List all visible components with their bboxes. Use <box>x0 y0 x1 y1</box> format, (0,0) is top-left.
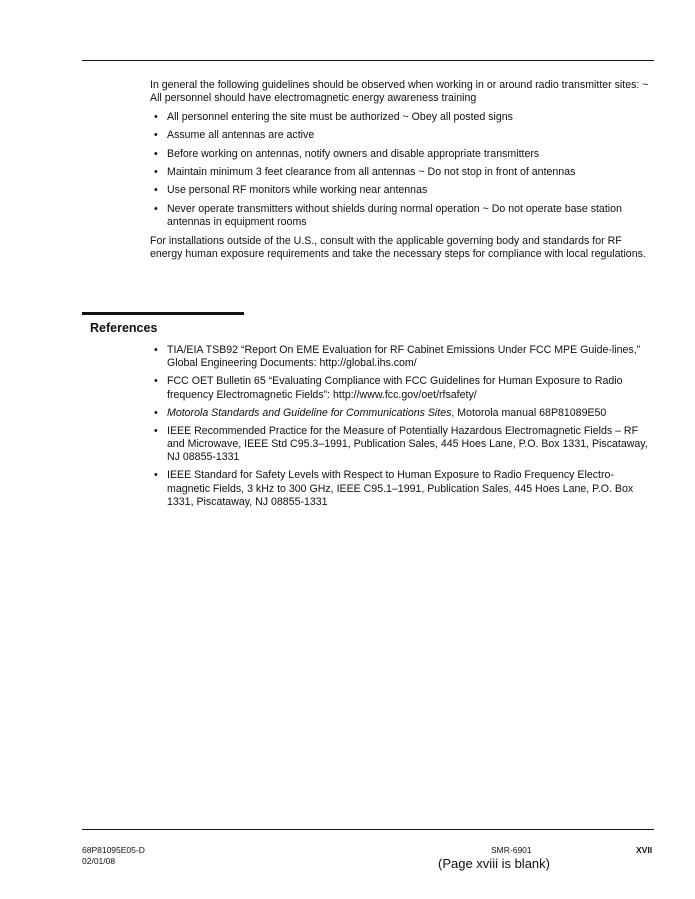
footer-left <box>82 845 145 867</box>
references-list-container <box>150 344 656 514</box>
bullet-icon: • <box>154 469 158 482</box>
footer-rule <box>82 829 654 830</box>
page-number: XVII <box>636 845 653 855</box>
bullet-icon: • <box>154 110 158 123</box>
intro-paragraph: In general the following guidelines should be observed when working in or around radio transmitter sites: ~ All personnel should have electromagnetic energy awareness training <box>150 79 649 105</box>
list-item: • Motorola Standards and Guideline for Communications Sites, Motorola manual 68P81089E50 <box>154 406 607 419</box>
references-heading: References <box>90 321 158 335</box>
bullet-icon: • <box>154 424 158 437</box>
bullet-icon: • <box>154 202 158 215</box>
bullet-icon: • <box>154 129 158 142</box>
product-name: SMR-6901 <box>491 845 532 855</box>
section-rule <box>82 312 244 315</box>
bullet-icon: • <box>154 184 158 197</box>
doc-number: 68P81095E05-D <box>82 845 145 855</box>
list-item: • IEEE Standard for Safety Levels with Respect to Human Exposure to Radio Frequency Electro-magnetic Fields, 3 kHz to 300 GHz, IEEE C95.1–1991, Publication Sales, 445 Hoes Lane, P.O. Box 1331, Piscataway, NJ 08855-1331 <box>154 469 634 509</box>
bullet-icon: • <box>154 406 158 419</box>
bullet-icon: • <box>154 166 158 179</box>
references-list <box>150 344 656 509</box>
header-rule <box>82 60 654 61</box>
reference-title-italic: Motorola Standards and Guideline for Communications Sites <box>167 406 452 419</box>
doc-date: 02/01/08 <box>82 856 116 866</box>
list-item: • FCC OET Bulletin 65 “Evaluating Compliance with FCC Guidelines for Human Exposure to Radio frequency Electromagnetic Fields”: http://www.fcc.gov/oet/rfsafety/ <box>154 375 623 401</box>
list-item: • TIA/EIA TSB92 “Report On EME Evaluation for RF Cabinet Emissions Under FCC MPE Guide-lines,” Global Engineering Documents: http://global.ihs.com/ <box>154 344 641 370</box>
list-item: • All personnel entering the site must be authorized ~ Obey all posted signs <box>154 110 513 123</box>
list-item: • Maintain minimum 3 feet clearance from all antennas ~ Do not stop in front of antennas <box>154 166 576 179</box>
list-item: • Before working on antennas, notify owners and disable appropriate transmitters <box>154 147 540 160</box>
guideline-list <box>150 111 656 230</box>
bullet-icon: • <box>154 344 158 356</box>
list-item: • Never operate transmitters without shields during normal operation ~ Do not operate base station antennas in equipment rooms <box>154 202 622 229</box>
list-item: • Use personal RF monitors while working near antennas <box>154 184 428 197</box>
bullet-icon: • <box>154 375 158 388</box>
list-item: • Assume all antennas are active <box>154 129 315 142</box>
outside-us-paragraph: For installations outside of the U.S., consult with the applicable governing body and standards for RF energy human exposure requirements and take the necessary steps for compliance with local regulations. <box>150 234 646 261</box>
blank-page-note: (Page xviii is blank) <box>438 856 550 871</box>
body-text <box>150 79 656 261</box>
bullet-icon: • <box>154 147 158 160</box>
list-item: • IEEE Recommended Practice for the Measure of Potentially Hazardous Electromagnetic Fields – RF and Microwave, IEEE Std C95.3–1991, Publication Sales, 445 Hoes Lane, P.O. Box 1331, Piscataway, NJ 08855-1331 <box>154 424 648 464</box>
